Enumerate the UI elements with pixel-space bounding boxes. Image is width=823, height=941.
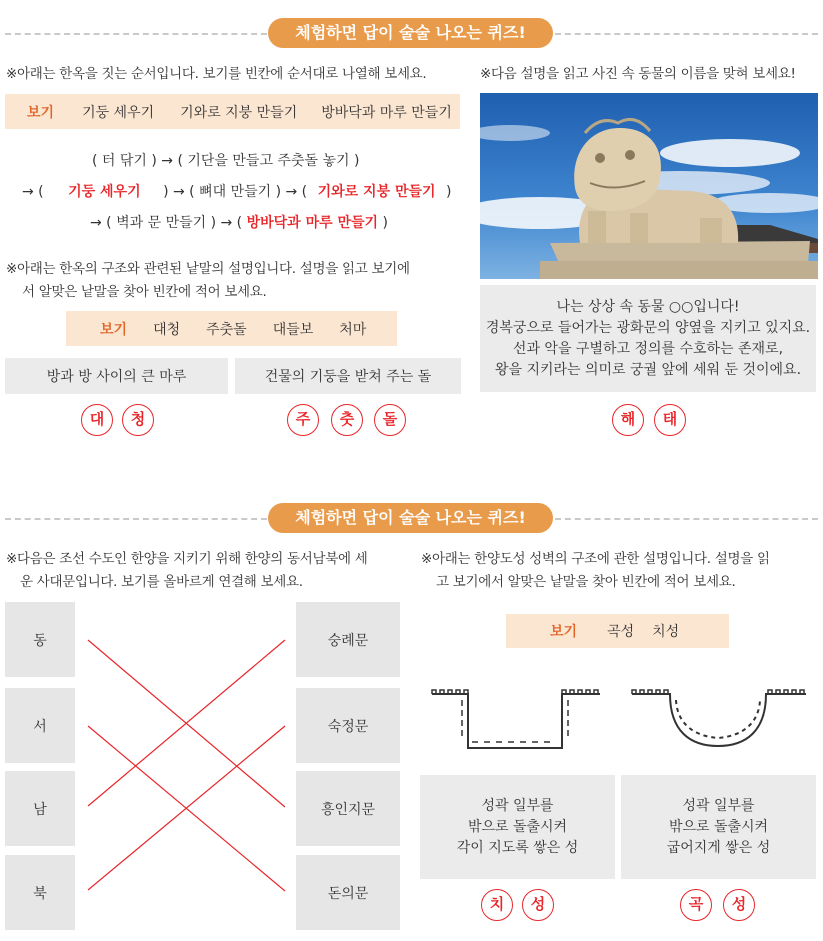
- answer-circle: 곡: [680, 889, 712, 921]
- q5-option-1: 곡성: [607, 624, 635, 640]
- q4-instruction-line-2: 운 사대문입니다. 보기를 올바르게 연결해 보세요.: [20, 574, 303, 590]
- q5-description-1: 성곽 일부를 밖으로 돌출시켜 각이 지도록 쌓은 성: [420, 775, 615, 879]
- q5-description-2: 성곽 일부를 밖으로 돌출시켜 굽어지게 쌓은 성: [621, 775, 816, 879]
- q1-sequence-line-2: → ( 기둥 세우기 ) → ( 뼈대 만들기 ) → ( 기와로 지붕 만들기 ): [22, 181, 451, 201]
- q2-option-1: 대청: [153, 321, 181, 338]
- q2-description-2: 건물의 기둥을 받쳐 주는 돌: [235, 358, 461, 394]
- q1-sequence-line-3: → ( 벽과 문 만들기 ) → ( 방바닥과 마루 만들기 ): [90, 215, 388, 231]
- chiseong-wall-diagram: [430, 686, 610, 756]
- q1-answer-3: 방바닥과 마루 만들기: [246, 215, 379, 231]
- q1-sequence-line-1: ( 터 닦기 ) → ( 기단을 만들고 주춧돌 놓기 ): [92, 153, 360, 169]
- answer-circle: 춧: [331, 404, 363, 436]
- direction-box: 동: [5, 602, 75, 677]
- bogi-label: 보기: [27, 104, 55, 121]
- gokseong-wall-diagram: [630, 686, 810, 756]
- direction-box: 서: [5, 688, 75, 763]
- q2-option-4: 처마: [339, 321, 367, 338]
- gate-box: 숙정문: [296, 688, 400, 763]
- q5-instruction-line-1: ※아래는 한양도성 성벽의 구조에 관한 설명입니다. 설명을 읽: [421, 551, 770, 567]
- section-title: 체험하면 답이 술술 나오는 퀴즈!: [268, 18, 553, 48]
- q4-instruction-line-1: ※다음은 조선 수도인 한양을 지키기 위해 한양의 동서남북에 세: [6, 551, 368, 567]
- q2-description-1: 방과 방 사이의 큰 마루: [5, 358, 228, 394]
- q1-answer-2: 기와로 지붕 만들기: [317, 184, 436, 200]
- q5-option-2: 치성: [652, 624, 680, 640]
- q1-option-3: 방바닥과 마루 만들기: [321, 104, 452, 121]
- q5-bogi-box: [506, 614, 729, 648]
- direction-box: 남: [5, 771, 75, 846]
- q2-option-3: 대들보: [272, 321, 314, 338]
- gate-box: 돈의문: [296, 855, 400, 930]
- q3-instruction: ※다음 설명을 읽고 사진 속 동물의 이름을 맞혀 보세요!: [480, 66, 796, 82]
- direction-box: 북: [5, 855, 75, 930]
- q2-instruction-line-1: ※아래는 한옥의 구조와 관련된 낱말의 설명입니다. 설명을 읽고 보기에: [6, 261, 410, 277]
- q1-option-1: 기둥 세우기: [82, 104, 155, 121]
- answer-circle: 청: [122, 404, 154, 436]
- answer-circle: 성: [723, 889, 755, 921]
- q5-instruction-line-2: 고 보기에서 알맞은 낱말을 찾아 빈칸에 적어 보세요.: [436, 574, 736, 590]
- q2-option-2: 주춧돌: [206, 321, 247, 338]
- bogi-label: 보기: [100, 321, 128, 338]
- q2-instruction-line-2: 서 알맞은 낱말을 찾아 빈칸에 적어 보세요.: [22, 284, 267, 300]
- q1-option-2: 기와로 지붕 만들기: [180, 104, 298, 121]
- gate-box: 숭례문: [296, 602, 400, 677]
- answer-circle: 돌: [374, 404, 406, 436]
- answer-circle: 주: [287, 404, 319, 436]
- answer-circle: 성: [522, 889, 554, 921]
- q1-answer-1: 기둥 세우기: [68, 184, 141, 200]
- answer-circle: 태: [654, 404, 686, 436]
- gate-box: 흥인지문: [296, 771, 400, 846]
- q3-description-box: 나는 상상 속 동물 ○○입니다! 경복궁으로 들어가는 광화문의 양옆을 지키고 있지요. 선과 악을 구별하고 정의를 수호하는 존재로, 왕을 지키라는 의미로 궁궐 앞에 세워 둔 것이에요.: [480, 285, 816, 392]
- q1-instruction: ※아래는 한옥을 짓는 순서입니다. 보기를 빈칸에 순서대로 나열해 보세요.: [6, 66, 427, 82]
- section-title: 체험하면 답이 술술 나오는 퀴즈!: [268, 503, 553, 533]
- answer-circle: 대: [81, 404, 113, 436]
- answer-circle: 해: [612, 404, 644, 436]
- bogi-label: 보기: [550, 624, 578, 640]
- answer-circle: 치: [481, 889, 513, 921]
